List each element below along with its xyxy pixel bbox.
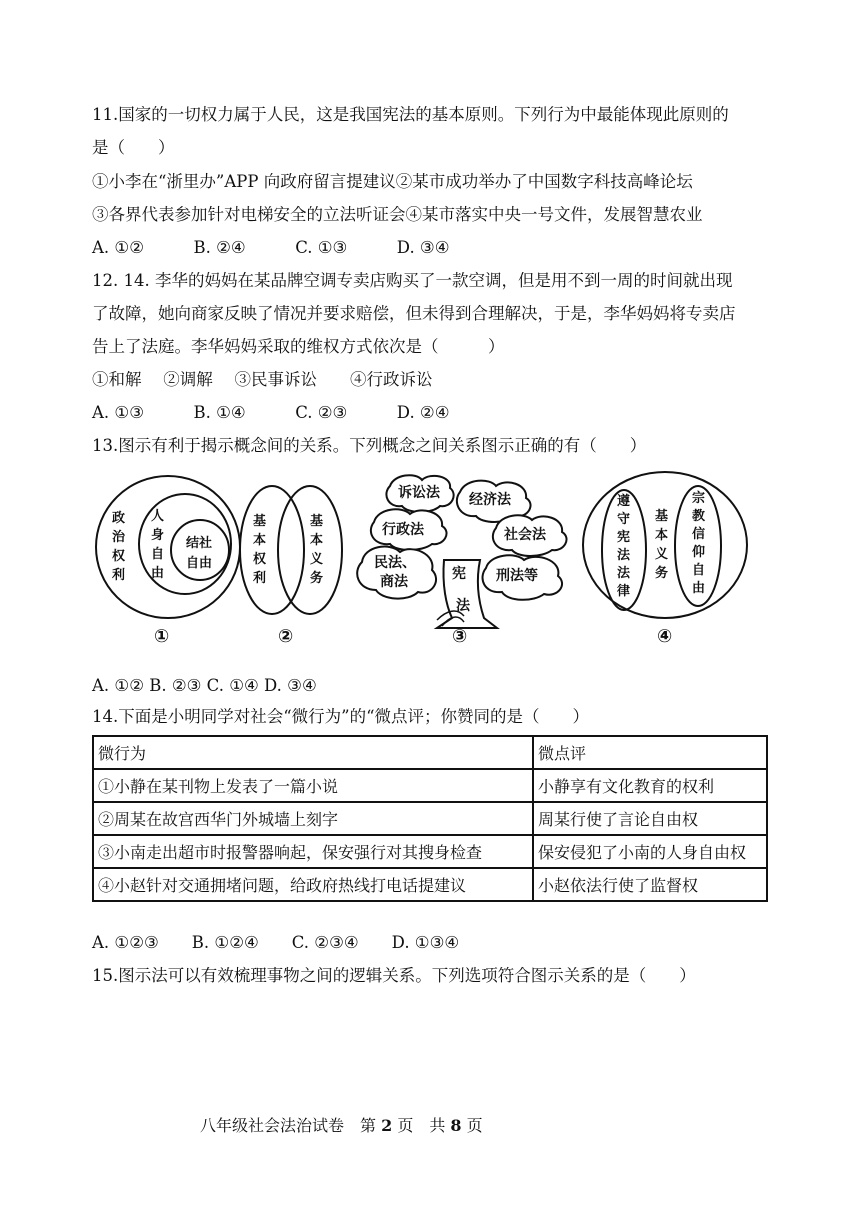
d4-right-char: 信 — [692, 527, 706, 542]
d1-mid-char: 由 — [151, 566, 165, 581]
q12-items: ①和解 ②调解 ③民事诉讼 ④行政诉讼 — [92, 370, 433, 389]
d2-left-char: 本 — [253, 533, 267, 548]
d1-outer-char: 政 — [112, 511, 126, 526]
d4-left-char: 守 — [617, 512, 631, 527]
q12-options: A. ①③ B. ①④ C. ②③ D. ②④ — [92, 403, 450, 422]
d1-outer-char: 权 — [112, 549, 126, 564]
d2-number: ② — [278, 626, 294, 647]
table-row — [93, 868, 767, 901]
d3-leaf-label: 刑法等 — [496, 568, 538, 584]
d4-right-char: 由 — [692, 581, 706, 596]
footer-page-number: 2 — [381, 1116, 393, 1135]
diagram-3-tree — [357, 475, 566, 647]
diagram-2-overlap — [240, 486, 342, 647]
d3-leaf-label: 行政法 — [382, 522, 424, 538]
d4-middle-char: 基 — [655, 509, 669, 524]
d2-left-char: 基 — [253, 514, 267, 529]
table-row — [93, 802, 767, 835]
d2-right-char: 务 — [310, 571, 324, 586]
q11-stem-line2: 是（ ） — [92, 138, 175, 157]
table-row — [93, 835, 767, 868]
q11-items-line1: ①小李在“浙里办”APP 向政府留言提建议②某市成功举办了中国数字科技高峰论坛 — [92, 172, 693, 191]
table-cell-comment: 小静享有文化教育的权利 — [533, 769, 767, 802]
q12-stem-line3: 告上了法庭。李华妈妈采取的维权方式依次是（ ） — [92, 337, 505, 356]
q12-stem-line2: 了故障，她向商家反映了情况并要求赔偿，但未得到合理解决，于是，李华妈妈将专卖店 — [92, 304, 736, 323]
q14-stem: 14.下面是小明同学对社会“微行为”的“微点评；你赞同的是（ ） — [92, 707, 590, 726]
d4-number: ④ — [657, 626, 673, 647]
d3-civil-label: 民法、 — [374, 555, 416, 571]
diagram-1-nested-circles — [96, 476, 240, 647]
d4-middle-char: 义 — [655, 547, 669, 562]
d4-right-char: 宗 — [692, 491, 706, 506]
table-header-cell: 微点评 — [533, 736, 767, 769]
footer-mid: 页 共 — [392, 1116, 451, 1135]
q13-diagram-svg — [92, 470, 782, 670]
d1-inner-label: 结社 — [186, 536, 213, 551]
d4-right-char: 仰 — [692, 545, 706, 560]
d1-outer-char: 利 — [112, 568, 126, 583]
q11-stem-line1: 11.国家的一切权力属于人民，这是我国宪法的基本原则。下列行为中最能体现此原则的 — [92, 105, 729, 124]
d1-number: ① — [154, 626, 170, 647]
d4-left-char: 宪 — [617, 530, 631, 545]
table-cell-comment: 保安侵犯了小南的人身自由权 — [533, 835, 767, 868]
diagram-4-circle — [583, 472, 747, 647]
table-cell-behavior: ②周某在故宫西华门外城墙上刻字 — [93, 802, 533, 835]
d4-left-char: 法 — [617, 548, 631, 563]
d2-left-ellipse — [240, 486, 304, 614]
d4-right-char: 教 — [692, 509, 706, 524]
d2-right-char: 基 — [310, 514, 324, 529]
d4-middle-char: 务 — [655, 566, 669, 581]
d2-left-char: 利 — [253, 571, 267, 586]
d1-inner-label: 自由 — [186, 556, 213, 571]
d2-right-char: 义 — [310, 552, 324, 567]
d3-trunk-label: 宪 — [452, 566, 466, 582]
d4-left-char: 法 — [617, 566, 631, 581]
d4-left-char: 遵 — [617, 494, 631, 509]
table-cell-behavior: ④小赵针对交通拥堵问题，给政府热线打电话提建议 — [93, 868, 533, 901]
table-header-cell: 微行为 — [93, 736, 533, 769]
q11-options: A. ①② B. ②④ C. ①③ D. ③④ — [92, 238, 450, 257]
d4-outer-circle — [583, 472, 747, 618]
d3-leaf-label: 社会法 — [504, 527, 546, 543]
d3-trunk-label: 法 — [456, 598, 470, 614]
d3-civil-label: 商法 — [380, 574, 408, 590]
q13-diagrams — [92, 470, 782, 670]
footer-prefix: 八年级社会法治试卷 第 — [200, 1116, 382, 1135]
table-header-row — [93, 736, 767, 769]
d1-mid-char: 身 — [151, 528, 165, 543]
d1-mid-char: 人 — [151, 509, 165, 524]
table-cell-comment: 周某行使了言论自由权 — [533, 802, 767, 835]
footer-suffix: 页 — [461, 1116, 483, 1135]
d2-right-char: 本 — [310, 533, 324, 548]
d3-leaf-label: 诉讼法 — [398, 485, 440, 501]
q14-options: A. ①②③ B. ①②④ C. ②③④ D. ①③④ — [92, 933, 460, 952]
q13-options: A. ①② B. ②③ C. ①④ D. ③④ — [92, 676, 317, 695]
table-cell-behavior: ①小静在某刊物上发表了一篇小说 — [93, 769, 533, 802]
q12-stem-line1: 12. 14. 李华的妈妈在某品牌空调专卖店购买了一款空调，但是用不到一周的时间就出现 — [92, 271, 733, 290]
d1-mid-char: 自 — [151, 547, 165, 562]
d3-number: ③ — [452, 626, 468, 647]
page-footer — [200, 1113, 483, 1136]
d4-left-char: 律 — [617, 584, 631, 599]
q11-items-line2: ③各界代表参加针对电梯安全的立法听证会④某市落实中央一号文件，发展智慧农业 — [92, 205, 703, 224]
d2-left-char: 权 — [253, 552, 267, 567]
q15-stem: 15.图示法可以有效梳理事物之间的逻辑关系。下列选项符合图示关系的是（ ） — [92, 966, 696, 985]
d2-right-ellipse — [278, 486, 342, 614]
d3-leaf-label: 经济法 — [469, 492, 511, 508]
q14-table — [92, 735, 768, 902]
table-cell-comment: 小赵依法行使了监督权 — [533, 868, 767, 901]
d4-middle-char: 本 — [655, 528, 669, 543]
q13-stem: 13.图示有利于揭示概念间的关系。下列概念之间关系图示正确的有（ ） — [92, 436, 647, 455]
footer-total-pages: 8 — [450, 1116, 462, 1135]
table-row — [93, 769, 767, 802]
table-cell-behavior: ③小南走出超市时报警器响起，保安强行对其搜身检查 — [93, 835, 533, 868]
d1-outer-char: 治 — [112, 530, 126, 545]
d4-right-char: 自 — [692, 563, 706, 578]
